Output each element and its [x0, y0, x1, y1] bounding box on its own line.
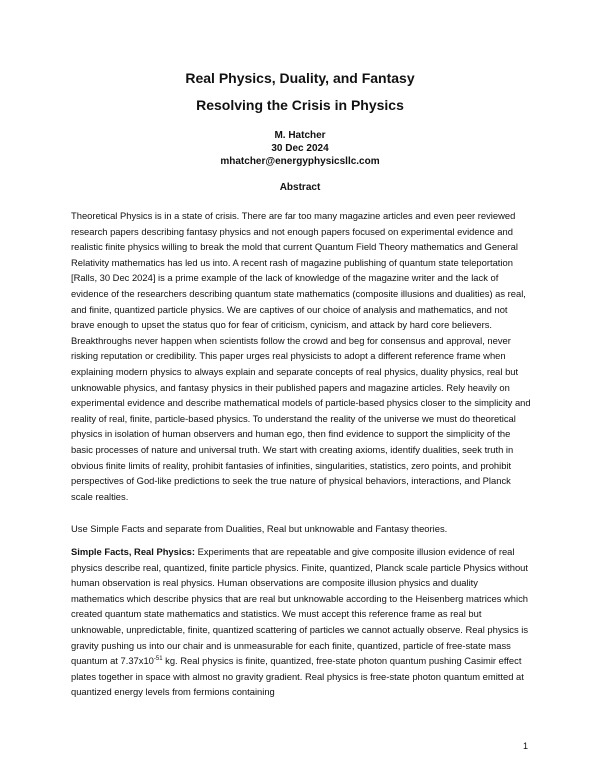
abstract-paragraph: Theoretical Physics is in a state of crisis. There are far too many magazine articles and even peer reviewed research papers describing fantasy physics and not enough papers focused on experimental evidence and realistic finite physics willing to break the mold that current Quantum Field Theory mathematics and General Relativity mathematics has led us into. A recent rash of magazine publishing of quantum state teleportation [Ralls, 30 Dec 2024] is a prime example of the lack of knowledge of the magazine writer and the lack of evidence of the researchers describing quantum state mathematics (composite illusions and dualities) as real, and finite, quantized particle physics. We are captives of our choice of analysis and mathematics, and not brave enough to upset the status quo for fear of criticism, cynicism, and attack by hard core believers. Breakthroughs never happen when scientists follow the crowd and beg for consensus and approval, never risking reputation or credibility. This paper urges real physicists to adopt a different reference frame when explaining modern physics to always explain and separate concepts of real physics, duality physics, real but unknowable physics, and fantasy physics in their published papers and magazine articles. Rely heavily on experimental evidence and describe mathematical models of particle-based physics closer to the simplicity and reality of real, finite, particle-based physics. To understand the reality of the universe we must do theoretical physics in isolation of human observers and human ego, then find evidence to support the simplicity of the basic processes of nature and universal truth. We start with creating axioms, identify dualities, seek truth in obvious finite limits of reality, prohibit fantasies of infinities, singularities, statistics, zero points, and prohibit perspectives of God-like predictions to seek the true nature of physical behaviors, interactions, and Planck scale realties. — [71, 210, 531, 502]
page-number: 1 — [522, 741, 528, 751]
simple-facts-heading: Simple Facts, Real Physics: — [71, 546, 196, 557]
mass-exponent: -51 — [153, 656, 163, 663]
simple-facts-paragraph — [71, 544, 531, 700]
abstract-heading: Abstract — [279, 182, 321, 193]
use-simple-paragraph: Use Simple Facts and separate from Dualities, Real but unknowable and Fantasy theories. — [71, 523, 448, 534]
simple-facts-text-part2: kg. Real physics is finite, quantized, free-state photon quantum pushing Casimir effect plates together in space with almost no gravity gradient. Real physics is free-state photon quantum emitted at quantized energy levels from fermions containing — [71, 655, 524, 698]
simple-facts-text-part1: Experiments that are repeatable and give composite illusion evidence of real physics describe real, quantized, finite particle physics. Finite, quantized, Planck scale particle Physics without human observation is real physics. Human observations are composite illusion physics and duality mathematics which describe physics that are real but unknowable according to the Heisenberg matrices which created quantum state mathematics and statistics. We must accept this reference frame as real but unknowable, unpredictable, finite, quantized scattering of particles we cannot actually observe. Real physics is gravity pushing us into our chair and is unmeasurable for each finite, quantized, particle of free-state mass quantum at 7.37x10 — [71, 546, 529, 667]
author-name: M. Hatcher — [274, 130, 326, 141]
publication-date: 30 Dec 2024 — [271, 143, 329, 154]
author-email: mhatcher@energyphysicsllc.com — [220, 156, 380, 167]
paper-subtitle: Resolving the Crisis in Physics — [196, 97, 404, 113]
author-block — [0, 129, 600, 168]
paper-title: Real Physics, Duality, and Fantasy — [185, 70, 415, 86]
